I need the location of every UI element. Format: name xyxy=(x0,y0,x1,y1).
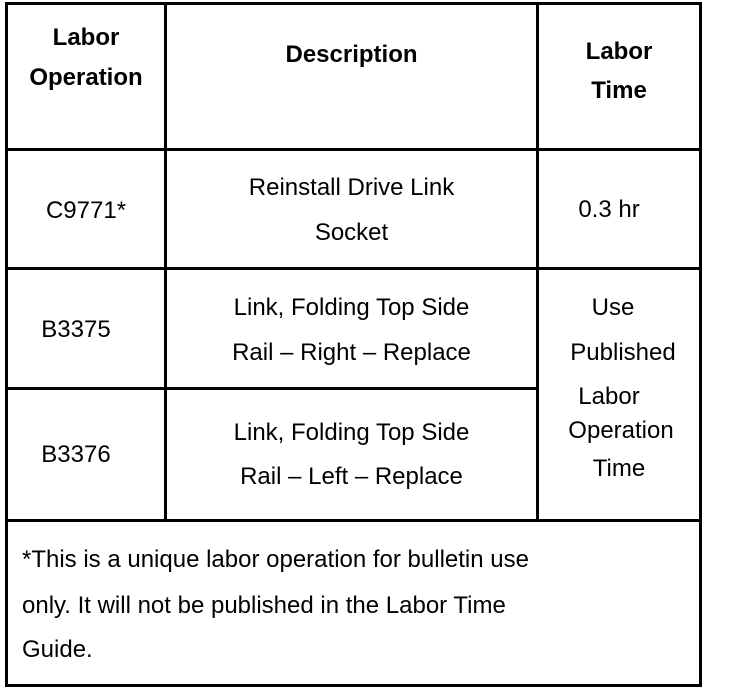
row-divider-2 xyxy=(5,387,539,390)
row-1-description-line1: Reinstall Drive Link xyxy=(248,174,455,201)
table-border-right xyxy=(699,2,702,687)
merged-time-line5: Time xyxy=(592,455,646,482)
merged-time-line2: Published xyxy=(570,339,676,366)
footnote-line2: only. It will not be published in the Labor Time xyxy=(22,592,506,619)
header-labor-operation-line1: Labor xyxy=(52,24,120,51)
row-3-description-line2: Rail – Left – Replace xyxy=(240,463,463,490)
footnote-line3: Guide. xyxy=(22,636,93,663)
row-1-description-line2: Socket xyxy=(314,219,389,246)
table-border-top xyxy=(5,2,702,5)
merged-time-line3: Labor xyxy=(578,383,640,410)
row-1-time: 0.3 hr xyxy=(578,196,640,223)
header-labor-time-line2: Time xyxy=(591,77,647,104)
merged-time-line4: Operation xyxy=(568,417,674,444)
merged-time-line1: Use xyxy=(591,294,635,321)
footnote-line1: *This is a unique labor operation for bulletin use xyxy=(22,546,529,573)
header-description: Description xyxy=(285,41,418,68)
row-2-operation: B3375 xyxy=(41,316,111,343)
row-2-description-line1: Link, Folding Top Side xyxy=(233,294,470,321)
footnote-divider xyxy=(5,519,702,522)
row-3-description-line1: Link, Folding Top Side xyxy=(233,419,470,446)
header-labor-time-line1: Labor xyxy=(585,38,653,65)
table-border-left xyxy=(5,2,8,687)
table-border-bottom xyxy=(5,684,702,687)
row-2-description-line2: Rail – Right – Replace xyxy=(232,339,471,366)
row-divider-1 xyxy=(5,267,702,270)
row-3-operation: B3376 xyxy=(41,441,111,468)
header-divider xyxy=(5,148,702,151)
row-1-operation: C9771* xyxy=(45,197,127,224)
header-labor-operation-line2: Operation xyxy=(29,64,143,91)
